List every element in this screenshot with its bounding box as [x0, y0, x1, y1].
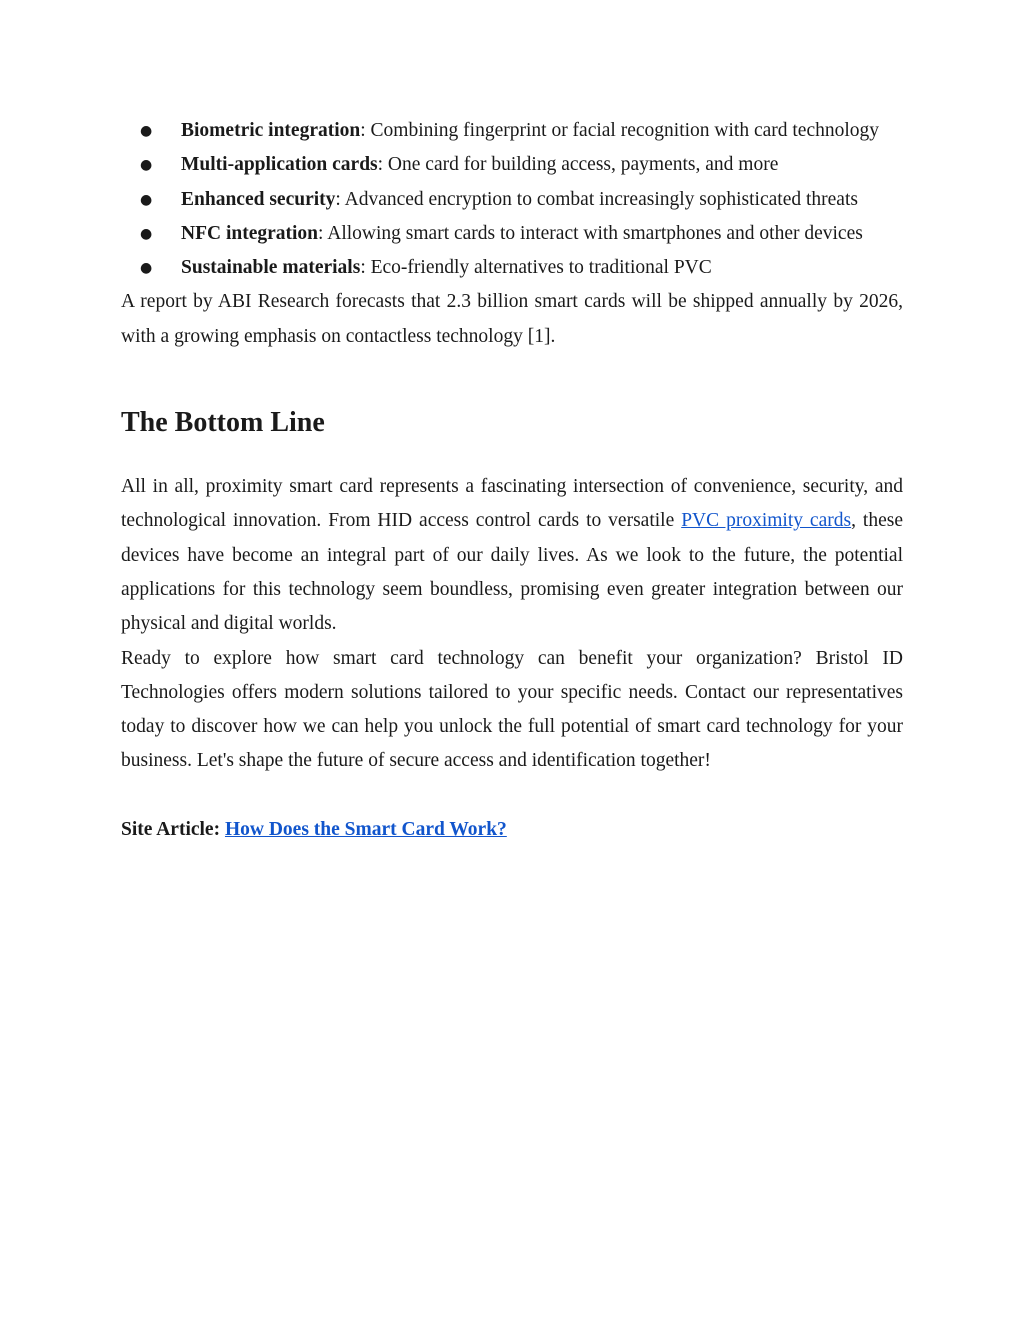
list-item	[121, 183, 903, 217]
intro-text-before: All in all, proximity smart card represents a fascinating intersection of convenience, security, and technological innovation. From HID access control cards to versatile	[121, 476, 903, 532]
feature-bullet-list	[121, 114, 903, 285]
site-article-line	[121, 813, 903, 847]
list-item	[121, 148, 903, 182]
intro-text-after: , these devices have become an integral part of our daily lives. As we look to the future, the potential applications for this technology seem boundless, promising even greater integration between our physical and digital worlds.	[121, 510, 903, 635]
list-item	[121, 251, 903, 285]
bullet-icon: ●	[140, 225, 153, 242]
bullet-text: : Combining fingerprint or facial recognition with card technology	[360, 120, 880, 141]
document-page	[121, 114, 903, 847]
bullet-term: Enhanced security	[181, 188, 336, 210]
bullet-text: : Advanced encryption to combat increasingly sophisticated threats	[335, 188, 858, 210]
bullet-text: : Allowing smart cards to interact with smartphones and other devices	[318, 222, 863, 244]
list-item	[121, 114, 903, 148]
intro-paragraph	[121, 470, 903, 641]
bullet-icon: ●	[140, 157, 153, 174]
bullet-term: NFC integration	[181, 222, 319, 244]
bullet-icon: ●	[140, 260, 153, 277]
bullet-term: Multi-application cards	[181, 154, 378, 176]
section-heading: The Bottom Line	[121, 407, 325, 439]
bullet-text: : One card for building access, payments, and more	[377, 154, 779, 176]
list-item	[121, 217, 903, 251]
bullet-text: : Eco-friendly alternatives to traditional PVC	[360, 257, 712, 279]
report-paragraph: A report by ABI Research forecasts that 2.3 billion smart cards will be shipped annually by 2026, with a growing emphasis on contactless technology [1].	[121, 291, 903, 347]
pvc-proximity-cards-link[interactable]: PVC proximity cards	[681, 510, 852, 532]
cta-paragraph: Ready to explore how smart card technology can benefit your organization? Bristol ID Technologies offers modern solutions tailored to your specific needs. Contact our representatives today to discover how we can help you unlock the full potential of smart card technology for your business. Let's shape the future of secure access and identification together!	[121, 647, 903, 772]
bullet-icon: ●	[140, 123, 153, 139]
bullet-term: Biometric integration	[181, 120, 361, 141]
site-article-link[interactable]: How Does the Smart Card Work?	[224, 818, 507, 840]
bullet-icon: ●	[140, 191, 153, 208]
site-article-label: Site Article:	[121, 818, 225, 840]
section-body	[121, 470, 903, 779]
bullet-term: Sustainable materials	[181, 257, 361, 279]
